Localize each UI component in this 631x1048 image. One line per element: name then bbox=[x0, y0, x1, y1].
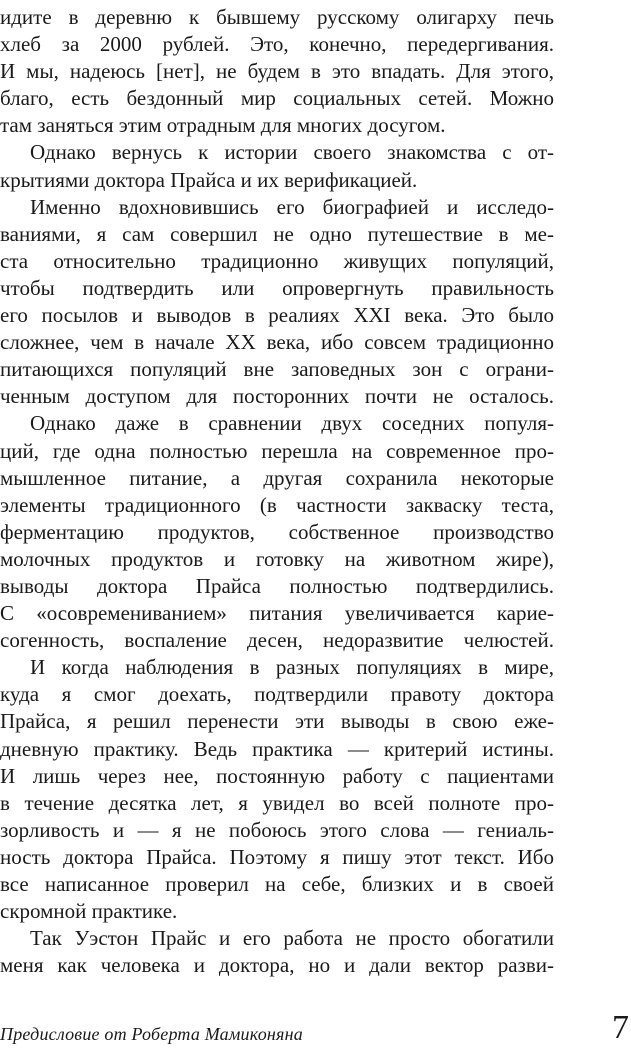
text-line: Прайса, я решил перенести эти выводы в свою еже- bbox=[0, 709, 554, 734]
text-line: Так Уэстон Прайс и его работа не просто обогатили bbox=[30, 926, 554, 951]
text-line: ченным доступом для посторонних почти не осталось. bbox=[0, 384, 554, 409]
body-text bbox=[0, 4, 554, 979]
text-line: скромной практике. bbox=[0, 899, 178, 924]
text-line: И лишь через нее, постоянную работу с пациентами bbox=[0, 763, 554, 788]
text-line: И когда наблюдения в разных популяциях в мире, bbox=[30, 655, 554, 680]
text-line: крытиями доктора Прайса и их верификацией. bbox=[0, 167, 418, 192]
text-line: ций, где одна полностью перешла на современное про- bbox=[0, 438, 554, 463]
text-line: сложнее, чем в начале XX века, ибо совсем традиционно bbox=[0, 330, 554, 355]
text-line: хлеб за 2000 рублей. Это, конечно, передергивания. bbox=[0, 32, 554, 57]
text-line: ста относительно традиционно живущих популяций, bbox=[0, 248, 554, 273]
text-line: питающихся популяций вне заповедных зон с ограни- bbox=[0, 357, 554, 382]
text-line: выводы доктора Прайса полностью подтвердились. bbox=[0, 573, 554, 598]
text-line: Однако даже в сравнении двух соседних популя- bbox=[30, 411, 554, 436]
text-line: зорливость и — я не побоюсь этого слова — гениаль- bbox=[0, 817, 554, 842]
text-line: идите в деревню к бывшему русскому олигарху печь bbox=[0, 5, 554, 29]
text-line: С «осовремениванием» питания увеличивается карие- bbox=[0, 601, 554, 626]
page-footer bbox=[0, 1009, 631, 1048]
text-line: Однако вернусь к истории своего знакомства с от- bbox=[30, 140, 554, 165]
text-line: ферментацию продуктов, собственное производство bbox=[0, 519, 554, 544]
text-line: мышленное питание, а другая сохранила некоторые bbox=[0, 465, 554, 490]
text-line: его посылов и выводов в реалиях XXI века. Это было bbox=[0, 303, 554, 328]
text-line: И мы, надеюсь [нет], не будем в это впадать. Для этого, bbox=[0, 59, 554, 84]
text-line: меня как человека и доктора, но и дали вектор разви- bbox=[0, 953, 554, 978]
text-line: молочных продуктов и готовку на животном жире), bbox=[0, 546, 554, 571]
text-line: в течение десятка лет, я увидел во всей полноте про- bbox=[0, 790, 554, 815]
page-number: 7 bbox=[612, 1009, 629, 1046]
text-line: Именно вдохновившись его биографией и исследо- bbox=[30, 194, 554, 219]
text-line: куда я смог доехать, подтвердили правоту доктора bbox=[0, 682, 554, 707]
running-title: Предисловие от Роберта Мамиконяна bbox=[0, 1024, 303, 1044]
text-line: все написанное проверил на себе, близких и в своей bbox=[0, 872, 554, 896]
text-line: там заняться этим отрадным для многих досугом. bbox=[0, 113, 446, 138]
text-line: согенность, воспаление десен, недоразвитие челюстей. bbox=[0, 628, 554, 653]
text-line: благо, есть бездонный мир социальных сетей. Можно bbox=[0, 86, 554, 111]
text-line: ваниями, я сам совершил не одно путешествие в ме- bbox=[0, 221, 554, 246]
text-line: дневную практику. Ведь практика — критерий истины. bbox=[0, 736, 554, 761]
text-line: ность доктора Прайса. Поэтому я пишу этот текст. Ибо bbox=[0, 844, 554, 869]
text-line: чтобы подтвердить или опровергнуть правильность bbox=[0, 275, 554, 300]
text-line: элементы традиционного (в частности закваску теста, bbox=[0, 492, 554, 517]
